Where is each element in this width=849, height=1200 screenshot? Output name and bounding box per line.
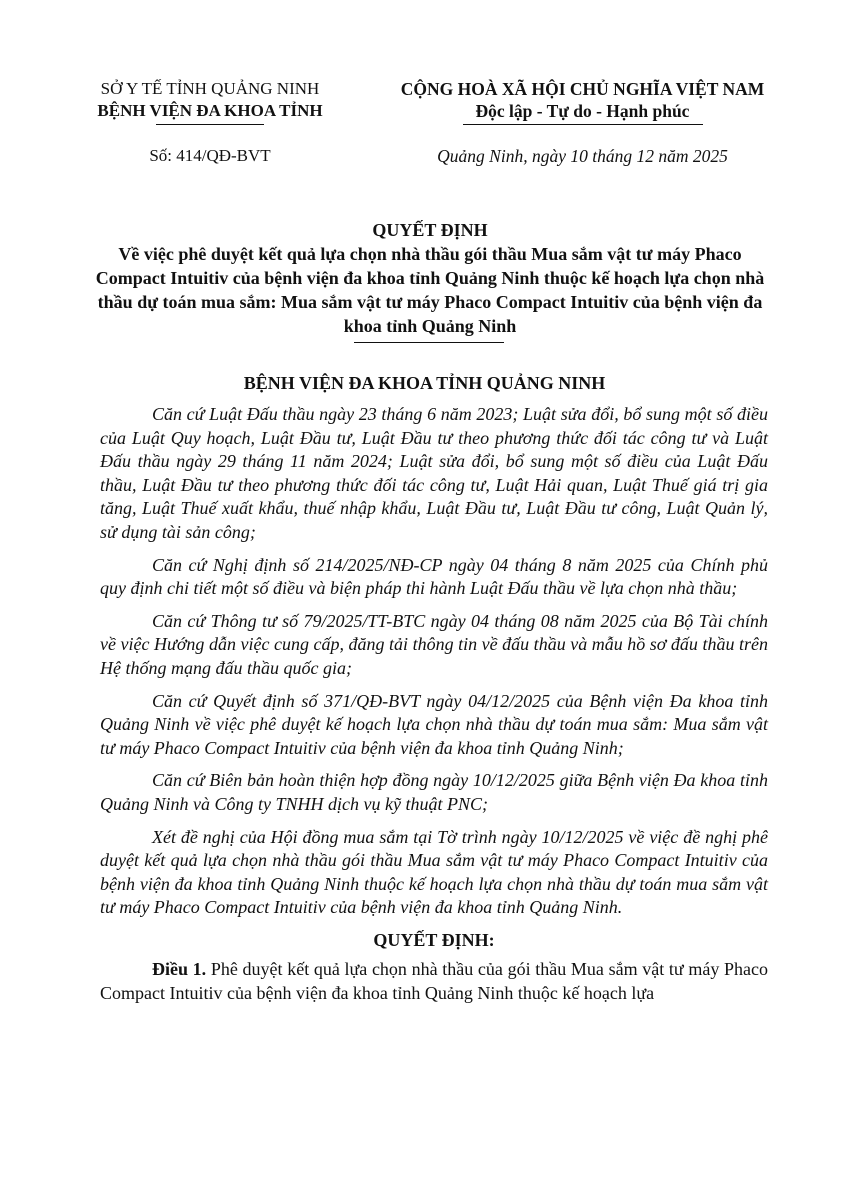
document-body [100,403,768,1015]
legal-ground-6: Xét đề nghị của Hội đồng mua sắm tại Tờ trình ngày 10/12/2025 về việc đề nghị phê duyệt kết quả lựa chọn nhà thầu gói thầu Mua sắm vật tư máy Phaco Compact Intuitiv của bệnh viện đa khoa tỉnh Quảng Ninh thuộc kế hoạch lựa chọn nhà thầu dự toán mua sắm vật tư máy Phaco Compact Intuitiv của bệnh viện đa khoa tỉnh Quảng Ninh. [100,826,768,918]
org-line-1: SỞ Y TẾ TỈNH QUẢNG NINH [100,79,320,98]
legal-ground-3: Căn cứ Thông tư số 79/2025/TT-BTC ngày 04 tháng 08 năm 2025 của Bộ Tài chính về việc Hướng dẫn việc cung cấp, đăng tải thông tin về đấu thầu và mẫu hồ sơ đấu thầu trên Hệ thống mạng đấu thầu quốc gia; [100,610,768,678]
org-line-2: BỆNH VIỆN ĐA KHOA TỈNH [97,101,323,120]
national-motto [370,78,795,125]
article-1-text: Phê duyệt kết quả lựa chọn nhà thầu của gói thầu Mua sắm vật tư máy Phaco Compact Intuitiv của bệnh viện đa khoa tỉnh Quảng Ninh thuộc kế hoạch lựa [100,959,769,1004]
legal-ground-1: Căn cứ Luật Đấu thầu ngày 23 tháng 6 năm 2023; Luật sửa đổi, bổ sung một số điều của Luật Quy hoạch, Luật Đầu tư, Luật Đầu tư theo phương thức đối tác công tư và Luật Đấu thầu ngày 29 tháng 11 năm 2024; Luật sửa đổi, bổ sung một số điều của Luật Đấu thầu, Luật Đầu tư theo phương thức đối tác công tư, Luật Hải quan, Luật Thuế giá trị gia tăng, Luật Thuế xuất khẩu, thuế nhập khẩu, Luật Đầu tư, Luật Đầu tư công, Luật Quản lý, sử dụng tài sản công; [100,404,768,542]
legal-ground-2: Căn cứ Nghị định số 214/2025/NĐ-CP ngày 04 tháng 8 năm 2025 của Chính phủ quy định chi tiết một số điều và biện pháp thi hành Luật Đấu thầu về lựa chọn nhà thầu; [100,554,768,599]
motto-underline [463,124,703,125]
legal-ground-5: Căn cứ Biên bản hoàn thiện hợp đồng ngày 10/12/2025 giữa Bệnh viện Đa khoa tỉnh Quảng Ninh và Công ty TNHH dịch vụ kỹ thuật PNC; [100,770,768,814]
article-1-label: Điều 1. [152,959,207,980]
decision-heading: QUYẾT ĐỊNH: [373,929,495,950]
legal-ground-4: Căn cứ Quyết định số 371/QĐ-BVT ngày 04/12/2025 của Bệnh viện Đa khoa tỉnh Quảng Ninh về việc phê duyệt kế hoạch lựa chọn nhà thầu dự toán mua sắm: Mua sắm vật tư máy Phaco Compact Intuitiv của bệnh viện đa khoa tỉnh Quảng Ninh; [100,690,768,758]
nation-line-1: CỘNG HOÀ XÃ HỘI CHỦ NGHĨA VIỆT NAM [400,79,765,99]
document-number: Số: 414/QĐ-BVT [149,146,271,165]
place-and-date: Quảng Ninh, ngày 10 tháng 12 năm 2025 [437,146,728,166]
nation-line-2: Độc lập - Tự do - Hạnh phúc [475,101,690,121]
title-main: QUYẾT ĐỊNH [372,220,488,240]
title-subject: Về việc phê duyệt kết quả lựa chọn nhà thầu gói thầu Mua sắm vật tư máy Phaco Compact Intuitiv của bệnh viện đa khoa tỉnh Quảng Ninh thuộc kế hoạch lựa chọn nhà thầu dự toán mua sắm: Mua sắm vật tư máy Phaco Compact Intuitiv của bệnh viện đa khoa tỉnh Quảng Ninh [95,244,765,336]
issuing-authority: BỆNH VIỆN ĐA KHOA TỈNH QUẢNG NINH [243,373,606,393]
org-underline [156,124,264,125]
article-1 [100,958,768,1005]
issuing-organization [60,78,360,125]
decision-title [90,218,770,338]
title-underline [354,342,504,343]
